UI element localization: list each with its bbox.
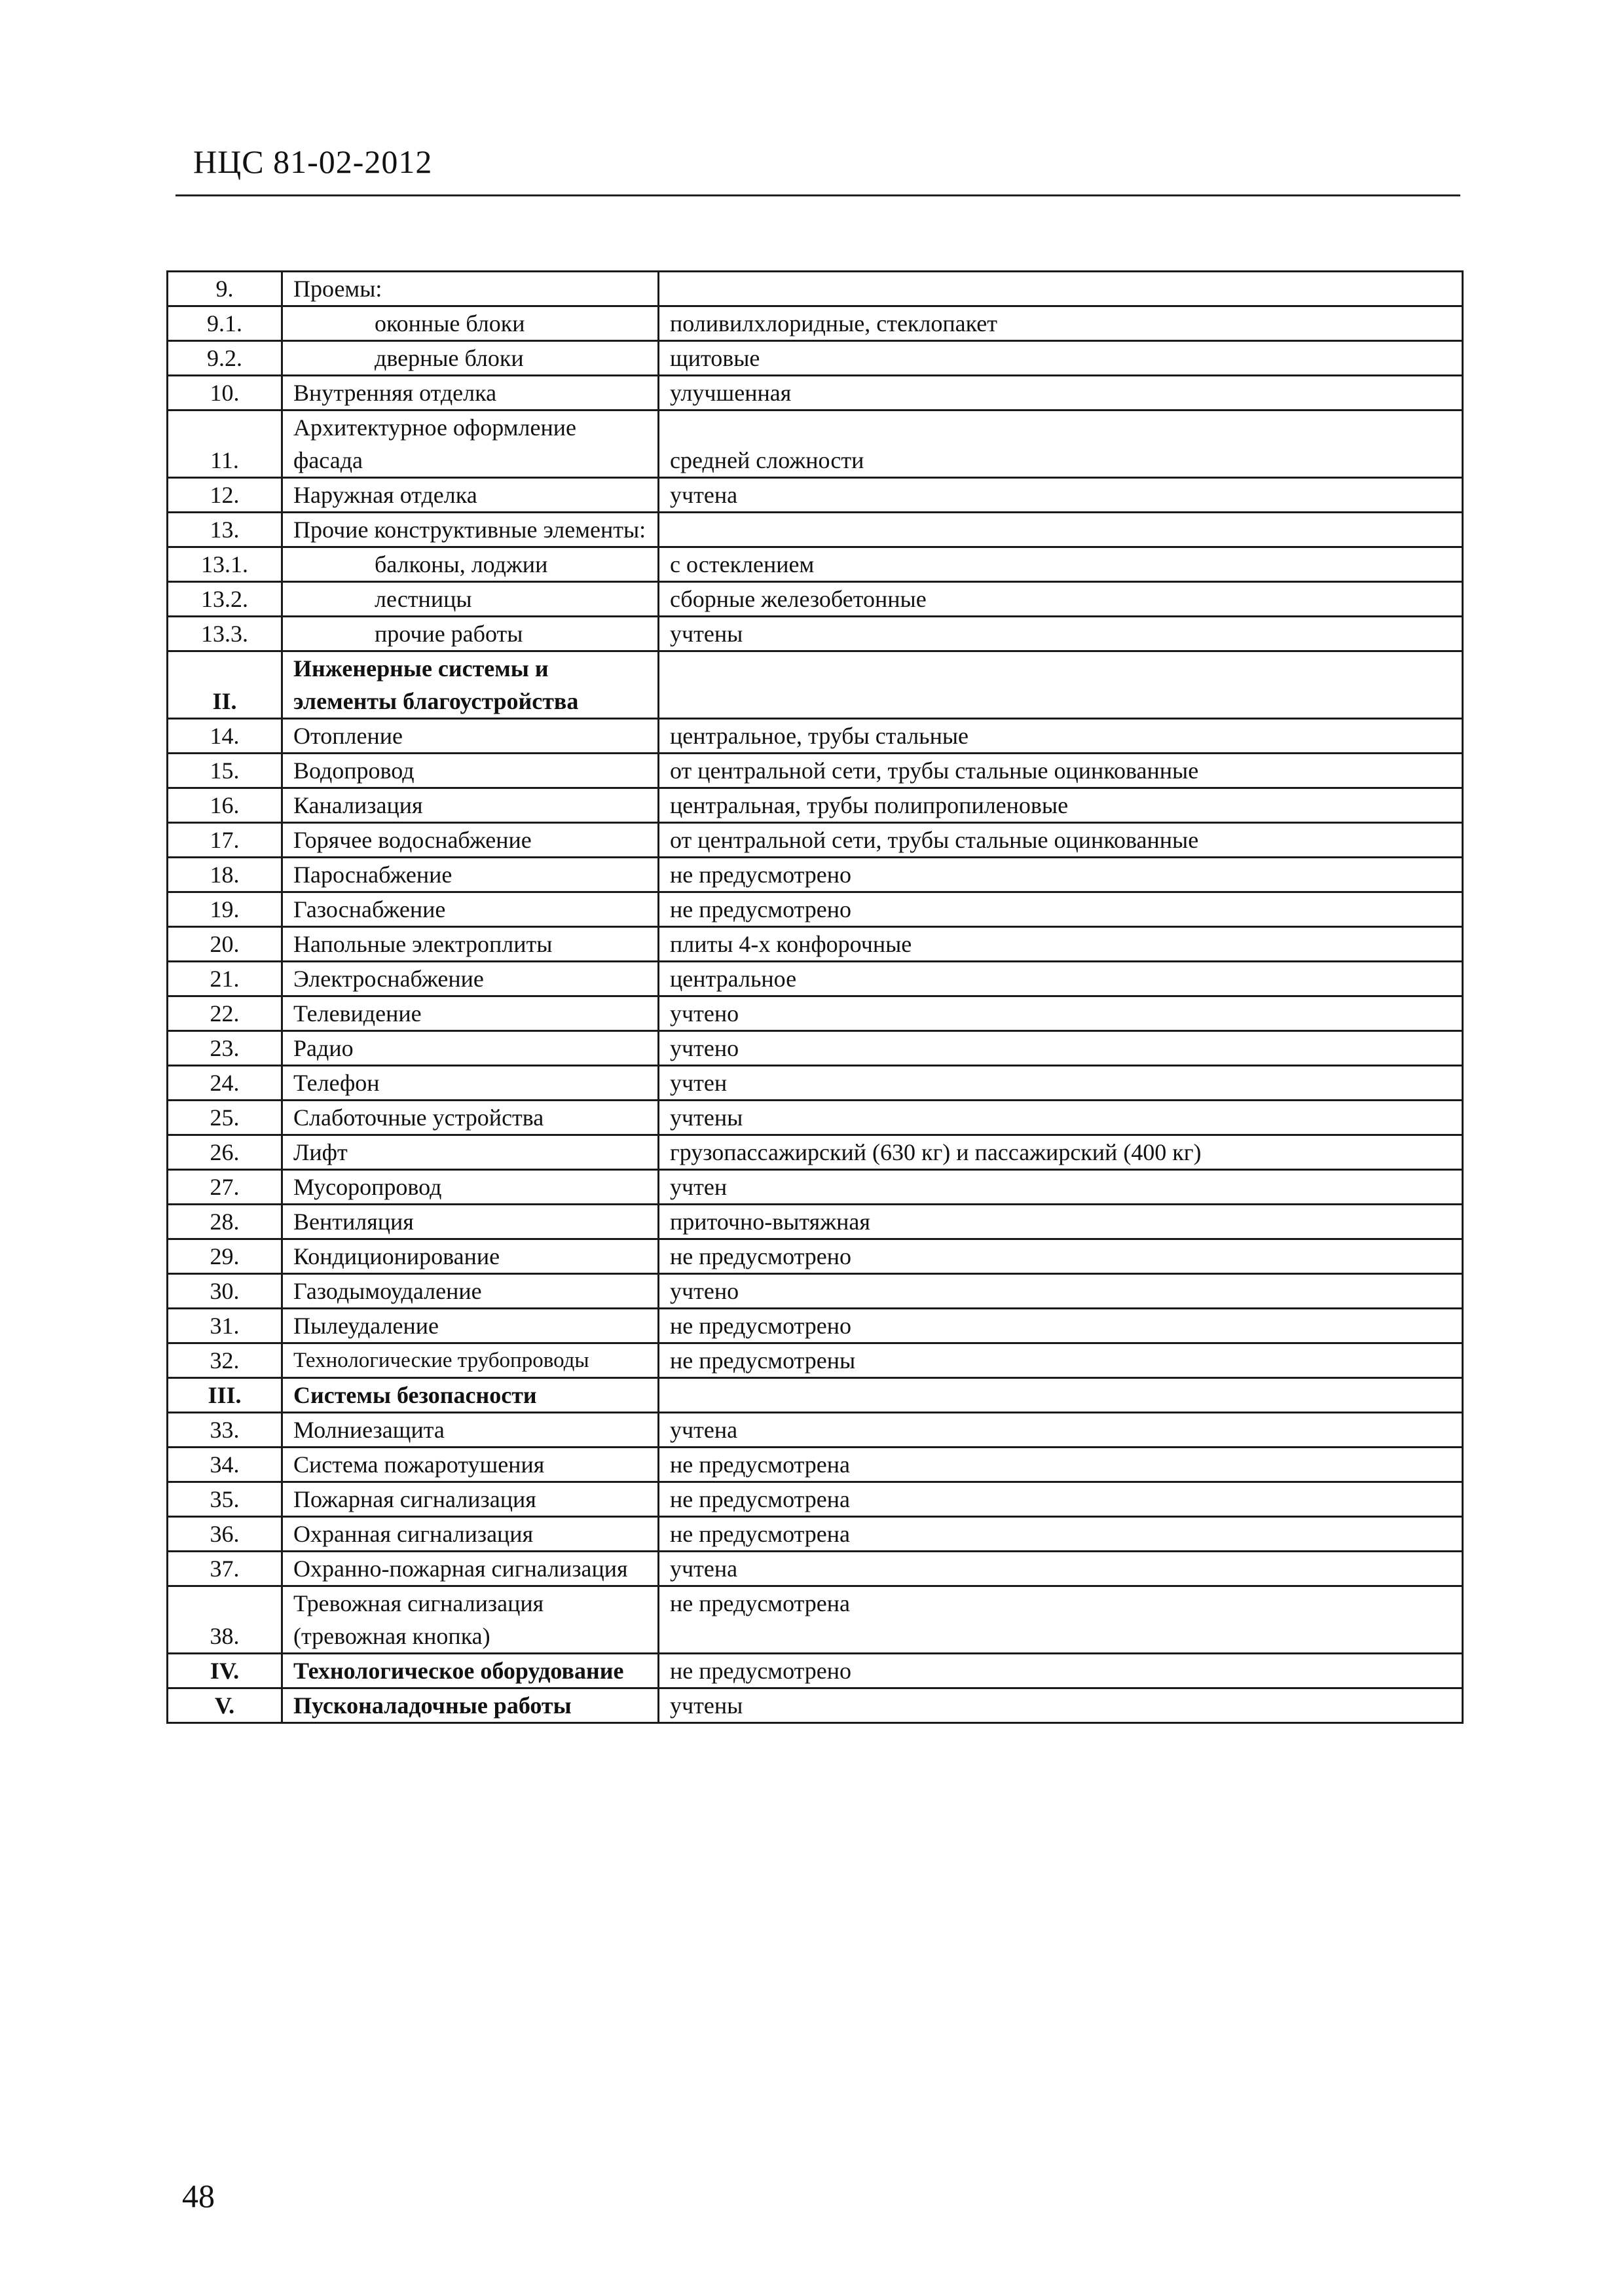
table-row bbox=[168, 927, 1463, 962]
row-element-name: Инженерные системы и элементы благоустройства bbox=[282, 651, 659, 719]
row-characteristic: учтены bbox=[659, 1688, 1463, 1723]
row-number: 34. bbox=[168, 1448, 282, 1482]
row-element-name: Пусконаладочные работы bbox=[282, 1688, 659, 1723]
row-number: 20. bbox=[168, 927, 282, 962]
row-characteristic: учтены bbox=[659, 617, 1463, 651]
table-row bbox=[168, 1517, 1463, 1552]
row-number: 9.2. bbox=[168, 341, 282, 376]
row-number: 29. bbox=[168, 1239, 282, 1274]
row-element-name: Водопровод bbox=[282, 754, 659, 788]
row-element-name: Газоснабжение bbox=[282, 892, 659, 927]
table-row bbox=[168, 1274, 1463, 1309]
row-characteristic: не предусмотрена bbox=[659, 1448, 1463, 1482]
row-number: V. bbox=[168, 1688, 282, 1723]
table-row bbox=[168, 272, 1463, 306]
row-element-name: Внутренняя отделка bbox=[282, 376, 659, 410]
row-characteristic: учтена bbox=[659, 1552, 1463, 1586]
row-element-name: дверные блоки bbox=[282, 341, 659, 376]
row-number: 23. bbox=[168, 1031, 282, 1066]
row-element-name: Технологическое оборудование bbox=[282, 1654, 659, 1688]
row-number: 31. bbox=[168, 1309, 282, 1343]
row-characteristic: учтен bbox=[659, 1066, 1463, 1101]
row-element-name: Горячее водоснабжение bbox=[282, 823, 659, 858]
row-element-name: Молниезащита bbox=[282, 1413, 659, 1448]
row-element-name: Технологические трубопроводы bbox=[282, 1343, 659, 1378]
table-row bbox=[168, 754, 1463, 788]
row-number: 33. bbox=[168, 1413, 282, 1448]
row-element-name: Напольные электроплиты bbox=[282, 927, 659, 962]
table-row bbox=[168, 1101, 1463, 1135]
row-number: 10. bbox=[168, 376, 282, 410]
row-element-name: Радио bbox=[282, 1031, 659, 1066]
row-number: 13. bbox=[168, 513, 282, 547]
row-element-name: лестницы bbox=[282, 582, 659, 617]
row-characteristic: грузопассажирский (630 кг) и пассажирский (400 кг) bbox=[659, 1135, 1463, 1170]
row-number: 13.3. bbox=[168, 617, 282, 651]
row-characteristic: центральная, трубы полипропиленовые bbox=[659, 788, 1463, 823]
row-number: 24. bbox=[168, 1066, 282, 1101]
row-number: 13.2. bbox=[168, 582, 282, 617]
row-number: 30. bbox=[168, 1274, 282, 1309]
row-element-name: Лифт bbox=[282, 1135, 659, 1170]
table-row bbox=[168, 1378, 1463, 1413]
row-element-name: Прочие конструктивные элементы: bbox=[282, 513, 659, 547]
header-rule bbox=[175, 194, 1460, 196]
table-row bbox=[168, 1552, 1463, 1586]
row-element-name: Тревожная сигнализация (тревожная кнопка) bbox=[282, 1586, 659, 1654]
row-element-name: Электроснабжение bbox=[282, 962, 659, 996]
table-row bbox=[168, 1239, 1463, 1274]
row-number: 38. bbox=[168, 1586, 282, 1654]
row-number: 13.1. bbox=[168, 547, 282, 582]
row-characteristic: не предусмотрено bbox=[659, 858, 1463, 892]
row-element-name: Наружная отделка bbox=[282, 478, 659, 513]
row-element-name: Вентиляция bbox=[282, 1205, 659, 1239]
row-element-name: балконы, лоджии bbox=[282, 547, 659, 582]
table-row bbox=[168, 617, 1463, 651]
row-number: 19. bbox=[168, 892, 282, 927]
row-element-name: Архитектурное оформление фасада bbox=[282, 410, 659, 478]
row-characteristic bbox=[659, 272, 1463, 306]
row-characteristic: не предусмотрено bbox=[659, 1239, 1463, 1274]
row-number: 22. bbox=[168, 996, 282, 1031]
table-row bbox=[168, 1309, 1463, 1343]
row-characteristic: не предусмотрено bbox=[659, 1309, 1463, 1343]
row-number: 18. bbox=[168, 858, 282, 892]
row-number: 9. bbox=[168, 272, 282, 306]
row-element-name: Системы безопасности bbox=[282, 1378, 659, 1413]
row-characteristic: не предусмотрены bbox=[659, 1343, 1463, 1378]
row-number: 27. bbox=[168, 1170, 282, 1205]
table-row bbox=[168, 478, 1463, 513]
row-number: 12. bbox=[168, 478, 282, 513]
row-element-name: Пожарная сигнализация bbox=[282, 1482, 659, 1517]
table-row bbox=[168, 1343, 1463, 1378]
row-element-name: Пароснабжение bbox=[282, 858, 659, 892]
table-row bbox=[168, 1688, 1463, 1723]
table-row bbox=[168, 858, 1463, 892]
row-element-name: прочие работы bbox=[282, 617, 659, 651]
row-element-name: Проемы: bbox=[282, 272, 659, 306]
document-header-title: НЦС 81-02-2012 bbox=[193, 143, 433, 180]
row-number: 26. bbox=[168, 1135, 282, 1170]
row-characteristic: поливилхлоридные, стеклопакет bbox=[659, 306, 1463, 341]
specification-table-body bbox=[168, 272, 1463, 1723]
row-number: 25. bbox=[168, 1101, 282, 1135]
row-number: 16. bbox=[168, 788, 282, 823]
row-number: 37. bbox=[168, 1552, 282, 1586]
row-number: 17. bbox=[168, 823, 282, 858]
row-element-name: оконные блоки bbox=[282, 306, 659, 341]
row-characteristic: не предусмотрено bbox=[659, 892, 1463, 927]
table-row bbox=[168, 1066, 1463, 1101]
table-row bbox=[168, 1654, 1463, 1688]
table-row bbox=[168, 341, 1463, 376]
row-element-name: Слаботочные устройства bbox=[282, 1101, 659, 1135]
row-characteristic: не предусмотрена bbox=[659, 1586, 1463, 1654]
row-number: II. bbox=[168, 651, 282, 719]
table-row bbox=[168, 1205, 1463, 1239]
table-row bbox=[168, 306, 1463, 341]
row-characteristic: не предусмотрена bbox=[659, 1517, 1463, 1552]
table-row bbox=[168, 513, 1463, 547]
row-number: 9.1. bbox=[168, 306, 282, 341]
row-characteristic: учтен bbox=[659, 1170, 1463, 1205]
row-element-name: Система пожаротушения bbox=[282, 1448, 659, 1482]
table-row bbox=[168, 376, 1463, 410]
row-characteristic: не предусмотрено bbox=[659, 1654, 1463, 1688]
table-row bbox=[168, 788, 1463, 823]
row-characteristic: от центральной сети, трубы стальные оцинкованные bbox=[659, 823, 1463, 858]
row-characteristic bbox=[659, 651, 1463, 719]
row-element-name: Газодымоудаление bbox=[282, 1274, 659, 1309]
row-characteristic: центральное, трубы стальные bbox=[659, 719, 1463, 754]
row-characteristic: приточно-вытяжная bbox=[659, 1205, 1463, 1239]
row-characteristic: учтена bbox=[659, 478, 1463, 513]
table-row bbox=[168, 1170, 1463, 1205]
row-number: III. bbox=[168, 1378, 282, 1413]
table-row bbox=[168, 1482, 1463, 1517]
row-number: IV. bbox=[168, 1654, 282, 1688]
row-characteristic: средней сложности bbox=[659, 410, 1463, 478]
row-number: 15. bbox=[168, 754, 282, 788]
row-characteristic: учтена bbox=[659, 1413, 1463, 1448]
table-row bbox=[168, 1413, 1463, 1448]
row-characteristic: плиты 4-х конфорочные bbox=[659, 927, 1463, 962]
row-characteristic: учтены bbox=[659, 1101, 1463, 1135]
row-characteristic: центральное bbox=[659, 962, 1463, 996]
row-number: 14. bbox=[168, 719, 282, 754]
row-element-name: Канализация bbox=[282, 788, 659, 823]
row-characteristic bbox=[659, 513, 1463, 547]
row-number: 28. bbox=[168, 1205, 282, 1239]
row-element-name: Пылеудаление bbox=[282, 1309, 659, 1343]
table-row bbox=[168, 962, 1463, 996]
table-row bbox=[168, 410, 1463, 478]
page-number: 48 bbox=[182, 2178, 215, 2214]
row-element-name: Охранная сигнализация bbox=[282, 1517, 659, 1552]
table-row bbox=[168, 996, 1463, 1031]
table-row bbox=[168, 823, 1463, 858]
table-row bbox=[168, 651, 1463, 719]
table-row bbox=[168, 1586, 1463, 1654]
row-characteristic: учтено bbox=[659, 1274, 1463, 1309]
row-element-name: Кондиционирование bbox=[282, 1239, 659, 1274]
table-row bbox=[168, 719, 1463, 754]
row-element-name: Телефон bbox=[282, 1066, 659, 1101]
row-characteristic: с остеклением bbox=[659, 547, 1463, 582]
row-characteristic: от центральной сети, трубы стальные оцинкованные bbox=[659, 754, 1463, 788]
row-element-name: Мусоропровод bbox=[282, 1170, 659, 1205]
table-row bbox=[168, 582, 1463, 617]
row-characteristic: учтено bbox=[659, 1031, 1463, 1066]
row-number: 35. bbox=[168, 1482, 282, 1517]
row-number: 11. bbox=[168, 410, 282, 478]
row-number: 21. bbox=[168, 962, 282, 996]
table-row bbox=[168, 547, 1463, 582]
row-number: 32. bbox=[168, 1343, 282, 1378]
table-row bbox=[168, 892, 1463, 927]
table-row bbox=[168, 1031, 1463, 1066]
specification-table bbox=[166, 270, 1464, 1724]
table-row bbox=[168, 1135, 1463, 1170]
row-characteristic: учтено bbox=[659, 996, 1463, 1031]
row-number: 36. bbox=[168, 1517, 282, 1552]
row-element-name: Охранно-пожарная сигнализация bbox=[282, 1552, 659, 1586]
row-characteristic: не предусмотрена bbox=[659, 1482, 1463, 1517]
row-characteristic: щитовые bbox=[659, 341, 1463, 376]
row-element-name: Отопление bbox=[282, 719, 659, 754]
row-characteristic bbox=[659, 1378, 1463, 1413]
row-characteristic: улучшенная bbox=[659, 376, 1463, 410]
table-row bbox=[168, 1448, 1463, 1482]
row-element-name: Телевидение bbox=[282, 996, 659, 1031]
row-characteristic: сборные железобетонные bbox=[659, 582, 1463, 617]
